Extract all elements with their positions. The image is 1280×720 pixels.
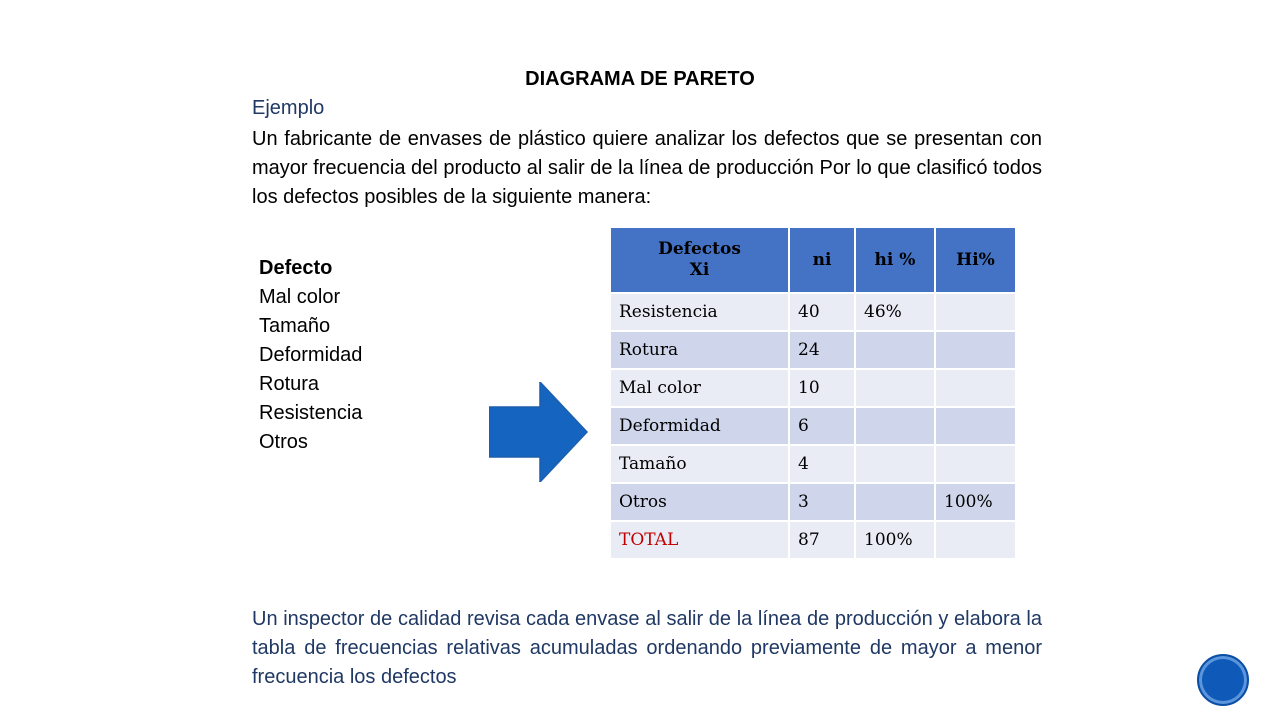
table-row [610, 407, 1016, 445]
cell-ni: 10 [789, 369, 855, 407]
table-row [610, 369, 1016, 407]
cell-hi [855, 369, 935, 407]
cell-ni: 3 [789, 483, 855, 521]
slide-nav-button[interactable] [1197, 654, 1249, 706]
cell-Hi [935, 331, 1016, 369]
cell-Hi [935, 293, 1016, 331]
defect-list-heading: Defecto [259, 257, 333, 279]
defect-list-item: Deformidad [259, 344, 363, 366]
cell-ni: 4 [789, 445, 855, 483]
top-rule [0, 0, 1280, 3]
table-row [610, 331, 1016, 369]
cell-total-Hi [935, 521, 1016, 559]
defect-list-item: Resistencia [259, 402, 363, 424]
cell-Hi: 100% [935, 483, 1016, 521]
table-row [610, 483, 1016, 521]
cell-Hi [935, 369, 1016, 407]
cell-ni: 40 [789, 293, 855, 331]
defect-list-item: Rotura [259, 373, 320, 395]
cell-defect: Otros [610, 483, 789, 521]
slide-title: DIAGRAMA DE PARETO [525, 68, 755, 90]
right-arrow-icon [489, 382, 589, 482]
header-Hi-cumulative: Hi% [935, 227, 1016, 293]
cell-hi [855, 407, 935, 445]
cell-hi [855, 331, 935, 369]
cell-defect: Tamaño [610, 445, 789, 483]
cell-Hi [935, 407, 1016, 445]
cell-defect: Resistencia [610, 293, 789, 331]
cell-hi [855, 445, 935, 483]
cell-defect: Rotura [610, 331, 789, 369]
cell-ni: 6 [789, 407, 855, 445]
intro-paragraph: Un fabricante de envases de plástico quiere analizar los defectos que se presentan con mayor frecuencia del producto al salir de la línea de producción Por lo que clasificó todos los defectos posibles de la siguiente manera: [252, 128, 1042, 208]
table-row [610, 445, 1016, 483]
table-row [610, 293, 1016, 331]
table-header-row [610, 227, 1016, 293]
cell-defect: Deformidad [610, 407, 789, 445]
cell-total-ni: 87 [789, 521, 855, 559]
defect-list-item: Tamaño [259, 315, 331, 337]
cell-defect: Mal color [610, 369, 789, 407]
defect-list [259, 254, 362, 457]
frequency-table [609, 226, 1017, 560]
cell-total-label: TOTAL [610, 521, 789, 559]
cell-Hi [935, 445, 1016, 483]
table-total-row [610, 521, 1016, 559]
defect-list-item: Mal color [259, 286, 341, 308]
cell-total-hi: 100% [855, 521, 935, 559]
conclusion-paragraph: Un inspector de calidad revisa cada envase al salir de la línea de producción y elabora la tabla de frecuencias relativas acumuladas ordenando previamente de mayor a menor frecuencia los defectos [252, 608, 1042, 688]
cell-hi [855, 483, 935, 521]
cell-ni: 24 [789, 331, 855, 369]
header-defectos: Defectos Xi [610, 227, 789, 293]
defect-list-item: Otros [259, 431, 308, 453]
slide-subtitle: Ejemplo [252, 97, 325, 119]
cell-hi: 46% [855, 293, 935, 331]
header-ni: ni [789, 227, 855, 293]
header-hi: hi % [855, 227, 935, 293]
